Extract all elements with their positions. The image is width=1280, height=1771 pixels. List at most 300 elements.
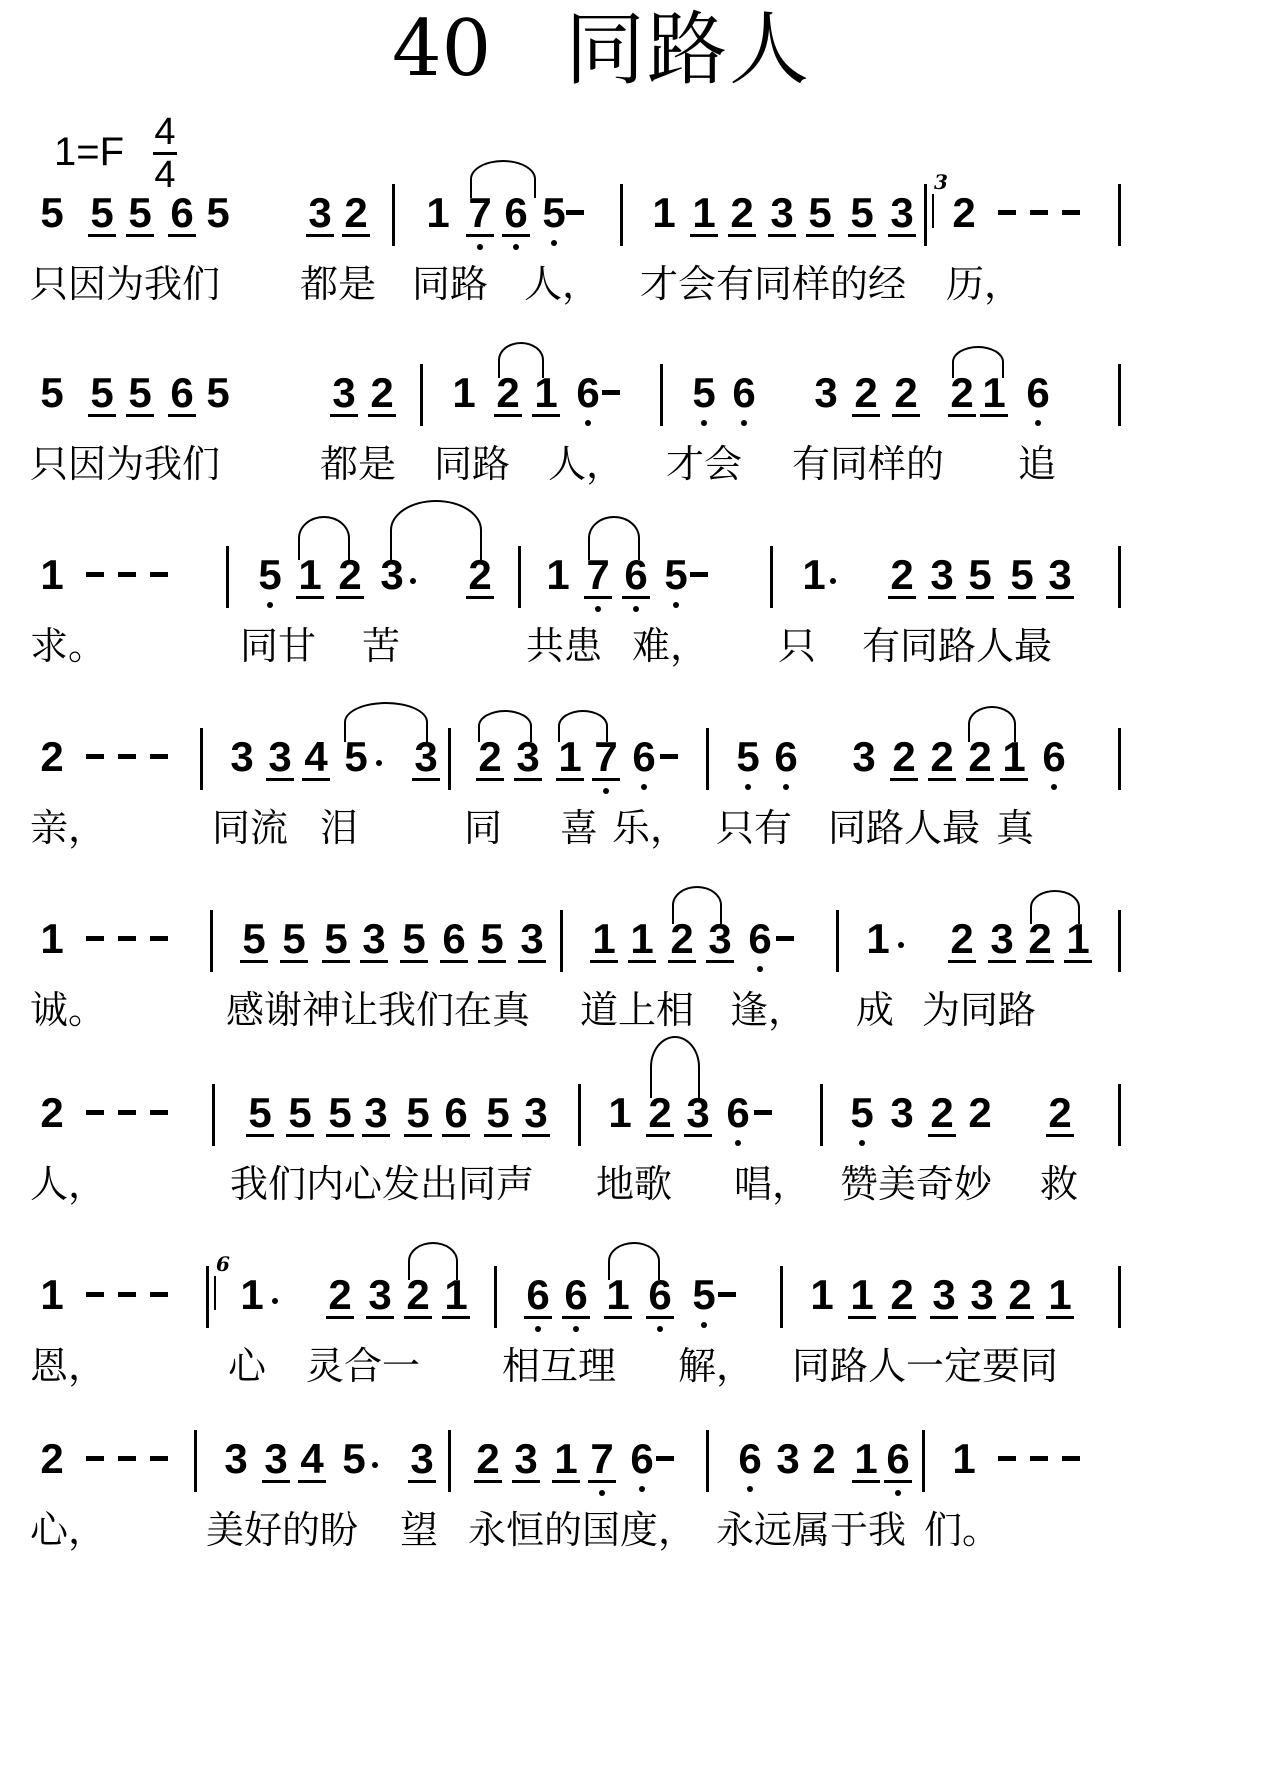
sustain-dash [86, 572, 104, 577]
note: 5 [540, 192, 568, 234]
note: 5 [256, 554, 284, 596]
lyric-segment: 道上相 [580, 988, 695, 1032]
lyric-segment: 亲， [30, 806, 107, 850]
sustain-dash [718, 1292, 736, 1297]
score-system-7 [0, 1252, 1280, 1446]
sustain-dash [1062, 1456, 1080, 1461]
note: 5 [690, 1274, 718, 1316]
time-signature-top: 4 [154, 111, 176, 153]
slur [298, 516, 350, 560]
note: 3 [360, 918, 388, 963]
barline [706, 728, 709, 790]
augmentation-dot [372, 1462, 378, 1468]
sustain-dash [566, 210, 584, 215]
note: 2 [928, 1092, 956, 1137]
barline [660, 364, 663, 426]
note: 2 [812, 1435, 836, 1482]
lyric-segment: 共患 [526, 624, 603, 668]
note: 1 [810, 1271, 834, 1318]
note: 2 [476, 736, 504, 781]
lyric-segment: 同路 [412, 262, 489, 306]
note: 3 [306, 192, 334, 237]
note: 2 [336, 554, 364, 599]
note: 2 [892, 372, 920, 417]
score-system-3 [0, 546, 1280, 726]
note: 2 [966, 736, 994, 781]
score-system-6 [0, 1084, 1280, 1264]
note: 2 [40, 1435, 64, 1482]
note: 6 [168, 372, 196, 417]
lyric-segment: 追 [1018, 442, 1057, 486]
lyric-segment: 同路人一定要同 [792, 1344, 1059, 1388]
sustain-dash [118, 1292, 136, 1297]
note: 5 [1008, 554, 1036, 599]
note: 1 [552, 1438, 580, 1483]
note: 2 [404, 1274, 432, 1319]
barline [922, 1430, 925, 1492]
note: 1 [590, 918, 618, 963]
lyric-segment: 乐， [612, 806, 689, 850]
sustain-dash [150, 1110, 168, 1115]
lyric-segment: 同 [464, 806, 503, 850]
sustain-dash [118, 1456, 136, 1461]
lyric-segment: 有同路人最 [862, 624, 1053, 668]
note: 3 [408, 1438, 436, 1483]
barline [924, 184, 927, 246]
note: 2 [890, 736, 918, 781]
lyric-segment: 成 [856, 988, 895, 1032]
barline [780, 1266, 783, 1328]
note: 5 [734, 736, 762, 778]
note: 2 [1026, 918, 1054, 963]
note: 5 [344, 733, 368, 780]
note: 5 [484, 1092, 512, 1137]
note: 3 [930, 1274, 958, 1319]
note: 3 [380, 551, 404, 598]
lyric-segment: 逢， [730, 988, 807, 1032]
note: 3 [928, 554, 956, 599]
time-signature [150, 112, 180, 195]
sustain-dash [602, 390, 620, 395]
sustain-dash [150, 1456, 168, 1461]
note: 3 [852, 733, 876, 780]
lyric-segment: 有同样的 [792, 442, 945, 486]
lyric-segment: 恩， [30, 1344, 107, 1388]
lyric-segment: 解， [678, 1344, 755, 1388]
note: 6 [884, 1438, 912, 1483]
note: 3 [512, 1438, 540, 1483]
lyric-segment: 我们内心发出同声 [230, 1162, 535, 1206]
note: 1 [40, 915, 64, 962]
note: 2 [466, 554, 494, 599]
augmentation-dot [898, 942, 904, 948]
note: 7 [588, 1438, 616, 1483]
note: 5 [240, 918, 268, 963]
barline [420, 364, 423, 426]
lyric-segment: 永远属于我 [716, 1508, 907, 1552]
note: 1 [848, 1274, 876, 1319]
note: 5 [342, 1435, 366, 1482]
note: 2 [342, 192, 370, 237]
note: 5 [280, 918, 308, 963]
slur [478, 710, 532, 742]
barline [578, 1084, 581, 1146]
barline [1118, 1084, 1121, 1146]
sustain-dash [150, 572, 168, 577]
note: 2 [326, 1274, 354, 1319]
score-system-2 [0, 364, 1280, 544]
augmentation-dot [272, 1298, 278, 1304]
lyric-segment: 难， [632, 624, 709, 668]
lyric-segment: 同路人最 [828, 806, 981, 850]
note: 3 [684, 1092, 712, 1137]
slur [344, 702, 428, 742]
lyric-segment: 望 [400, 1508, 439, 1552]
note: 5 [246, 1092, 274, 1137]
lyric-segment: 才会 [666, 442, 743, 486]
note: 3 [412, 736, 440, 781]
sustain-dash [1030, 210, 1048, 215]
lyric-segment: 苦 [362, 624, 401, 668]
slur [608, 1242, 660, 1280]
barline [620, 184, 623, 246]
barline [448, 1430, 451, 1492]
note: 1 [296, 554, 324, 599]
note: 3 [230, 733, 254, 780]
note: 1 [852, 1438, 880, 1483]
sustain-dash [86, 754, 104, 759]
augmentation-dot [410, 578, 416, 584]
lyric-segment: 泪 [320, 806, 359, 850]
note: 2 [852, 372, 880, 417]
note: 1 [652, 189, 676, 236]
note: 1 [608, 1089, 632, 1136]
lyric-segment: 都是 [300, 262, 377, 306]
note: 5 [404, 1092, 432, 1137]
lyric-segment: 感谢神让我们在真 [226, 988, 531, 1032]
note: 1 [546, 551, 570, 598]
score-system-1 [0, 170, 1280, 364]
time-signature-bottom: 4 [154, 154, 176, 196]
sustain-dash [660, 754, 678, 759]
sustain-dash [86, 1110, 104, 1115]
lyric-segment: 灵合一 [306, 1344, 421, 1388]
slur [952, 346, 1004, 378]
grace-line [214, 1276, 216, 1310]
sustain-dash [118, 572, 136, 577]
barline [1118, 546, 1121, 608]
note: 3 [776, 1435, 800, 1482]
barline [836, 910, 839, 972]
sustain-dash [118, 1110, 136, 1115]
note: 2 [948, 918, 976, 963]
note: 1 [980, 372, 1008, 417]
note: 1 [690, 192, 718, 237]
note: 2 [948, 372, 976, 417]
note: 6 [524, 1274, 552, 1319]
barline [706, 1430, 709, 1492]
note: 6 [1040, 736, 1068, 778]
note: 6 [730, 372, 758, 414]
note: 6 [1024, 372, 1052, 414]
note: 6 [502, 192, 530, 237]
barline [226, 546, 229, 608]
note: 3 [890, 1089, 914, 1136]
lyric-segment: 同甘 [240, 624, 317, 668]
note: 6 [646, 1274, 674, 1319]
note: 1 [40, 1271, 64, 1318]
note: 1 [532, 372, 560, 417]
note: 5 [40, 189, 64, 236]
barline [194, 1430, 197, 1492]
note: 5 [40, 369, 64, 416]
note: 2 [494, 372, 522, 417]
note: 1 [802, 551, 826, 598]
sustain-dash [118, 936, 136, 941]
note: 5 [848, 1092, 876, 1134]
lyric-segment: 只 [778, 624, 817, 668]
note: 1 [1064, 918, 1092, 963]
lyric-segment: 求。 [30, 624, 107, 668]
note: 5 [126, 192, 154, 237]
lyric-segment: 才会有同样的经 [640, 262, 907, 306]
note: 3 [362, 1092, 390, 1137]
note: 7 [592, 736, 620, 781]
lyric-segment: 同流 [212, 806, 289, 850]
note: 2 [368, 372, 396, 417]
sustain-dash [998, 210, 1016, 215]
barline [820, 1084, 823, 1146]
note: 3 [224, 1435, 248, 1482]
note: 2 [888, 1274, 916, 1319]
note: 5 [286, 1092, 314, 1137]
note: 6 [574, 372, 602, 414]
score-system-5 [0, 910, 1280, 1090]
barline [1118, 1266, 1121, 1328]
lyric-segment: 都是 [320, 442, 397, 486]
note: 6 [628, 1438, 656, 1480]
lyric-segment: 相互理 [502, 1344, 617, 1388]
note: 5 [806, 192, 834, 237]
sustain-dash [690, 572, 708, 577]
score-system-8 [0, 1430, 1280, 1610]
slur [968, 706, 1016, 742]
sustain-dash [150, 936, 168, 941]
barline [1118, 184, 1121, 246]
sustain-dash [150, 754, 168, 759]
barline [210, 910, 213, 972]
slur [672, 886, 722, 924]
slur [470, 160, 536, 198]
song-name: 同路人 [565, 3, 811, 96]
sustain-dash [998, 1456, 1016, 1461]
note: 7 [584, 554, 612, 599]
note: 2 [968, 1089, 992, 1136]
note: 6 [724, 1092, 752, 1134]
note: 2 [40, 1089, 64, 1136]
barline [560, 910, 563, 972]
note: 5 [848, 192, 876, 237]
barline [1118, 364, 1121, 426]
sustain-dash [1062, 210, 1080, 215]
sustain-dash [1030, 1456, 1048, 1461]
note: 2 [474, 1438, 502, 1483]
note: 1 [1046, 1274, 1074, 1319]
note: 6 [440, 918, 468, 963]
note: 2 [728, 192, 756, 237]
note: 3 [968, 1274, 996, 1319]
barline [1118, 728, 1121, 790]
note: 2 [1046, 1092, 1074, 1137]
note: 2 [40, 733, 64, 780]
note: 5 [478, 918, 506, 963]
note: 5 [322, 918, 350, 963]
lyric-segment: 地歌 [596, 1162, 673, 1206]
sustain-dash [656, 1456, 674, 1461]
lyric-segment: 同路 [434, 442, 511, 486]
note: 2 [952, 189, 976, 236]
sustain-dash [754, 1110, 772, 1115]
note: 5 [662, 554, 690, 596]
lyric-segment: 人， [548, 442, 625, 486]
augmentation-dot [830, 578, 836, 584]
note: 3 [366, 1274, 394, 1319]
note: 1 [628, 918, 656, 963]
note: 6 [630, 736, 658, 778]
note: 1 [604, 1274, 632, 1319]
note: 2 [646, 1092, 674, 1137]
note: 5 [326, 1092, 354, 1137]
lyric-segment: 唱， [734, 1162, 811, 1206]
lyric-segment: 历， [946, 262, 1023, 306]
note: 3 [888, 192, 916, 237]
key-signature: 1=F [54, 130, 125, 174]
note: 3 [1046, 554, 1074, 599]
lyric-segment: 心， [30, 1508, 107, 1552]
lyric-segment: 人， [30, 1162, 107, 1206]
lyric-segment: 只有 [716, 806, 793, 850]
note: 1 [866, 915, 890, 962]
lyric-segment: 诚。 [30, 988, 107, 1032]
note: 1 [240, 1271, 264, 1318]
note: 5 [690, 372, 718, 414]
lyric-segment: 真 [996, 806, 1035, 850]
lyric-segment: 赞美奇妙 [840, 1162, 993, 1206]
lyric-segment: 喜 [560, 806, 599, 850]
lyric-segment: 只因为我们 [30, 262, 221, 306]
note: 1 [40, 551, 64, 598]
note: 3 [518, 918, 546, 963]
note: 3 [768, 192, 796, 237]
sustain-dash [776, 936, 794, 941]
note: 5 [206, 189, 230, 236]
lyric-segment: 只因为我们 [30, 442, 221, 486]
note: 3 [262, 1438, 290, 1483]
note: 6 [622, 554, 650, 599]
note: 5 [966, 554, 994, 599]
note: 2 [888, 554, 916, 599]
note: 3 [988, 918, 1016, 963]
note: 1 [442, 1274, 470, 1319]
note: 7 [466, 192, 494, 237]
barline [770, 546, 773, 608]
song-number: 40 [392, 4, 492, 94]
lyric-segment: 救 [1040, 1162, 1079, 1206]
lyric-segment: 美好的盼 [206, 1508, 359, 1552]
slur [408, 1242, 458, 1280]
note: 4 [302, 736, 330, 781]
note: 6 [772, 736, 800, 778]
lyric-segment: 人， [524, 262, 601, 306]
lyric-segment: 们。 [924, 1508, 1001, 1552]
augmentation-dot [376, 760, 382, 766]
sustain-dash [86, 936, 104, 941]
note: 2 [1006, 1274, 1034, 1319]
note: 3 [814, 369, 838, 416]
slur [390, 500, 482, 560]
note: 1 [426, 189, 450, 236]
note: 3 [514, 736, 542, 781]
barline [392, 184, 395, 246]
sustain-dash [118, 754, 136, 759]
note: 5 [88, 192, 116, 237]
barline [494, 1266, 497, 1328]
slur [650, 1036, 700, 1098]
barline [518, 546, 521, 608]
slur [588, 516, 640, 560]
score-system-4 [0, 728, 1280, 908]
note: 6 [168, 192, 196, 237]
sustain-dash [86, 1456, 104, 1461]
song-title [0, 4, 1280, 114]
note: 6 [736, 1438, 764, 1480]
note: 2 [668, 918, 696, 963]
note: 1 [1000, 736, 1028, 781]
note: 6 [562, 1274, 590, 1319]
note: 6 [442, 1092, 470, 1137]
grace-line [932, 194, 934, 228]
lyric-segment: 为同路 [922, 988, 1037, 1032]
grace-number: 6 [216, 1252, 230, 1276]
sustain-dash [150, 1292, 168, 1297]
note: 3 [706, 918, 734, 963]
note: 3 [522, 1092, 550, 1137]
lyric-segment: 心 [228, 1344, 267, 1388]
barline [1118, 910, 1121, 972]
slur [558, 710, 608, 742]
lyric-segment: 永恒的国度， [468, 1508, 697, 1552]
grace-number: 3 [934, 170, 948, 194]
sustain-dash [86, 1292, 104, 1297]
note: 3 [266, 736, 294, 781]
barline [200, 728, 203, 790]
note: 3 [330, 372, 358, 417]
note: 6 [746, 918, 774, 960]
note: 2 [928, 736, 956, 781]
note: 1 [452, 369, 476, 416]
note: 1 [952, 1435, 976, 1482]
barline [448, 728, 451, 790]
note: 1 [556, 736, 584, 781]
slur [498, 342, 544, 378]
barline [206, 1266, 209, 1328]
note: 5 [400, 918, 428, 963]
note: 5 [206, 369, 230, 416]
note: 5 [126, 372, 154, 417]
note: 4 [298, 1438, 326, 1483]
barline [212, 1084, 215, 1146]
slur [1030, 890, 1080, 924]
